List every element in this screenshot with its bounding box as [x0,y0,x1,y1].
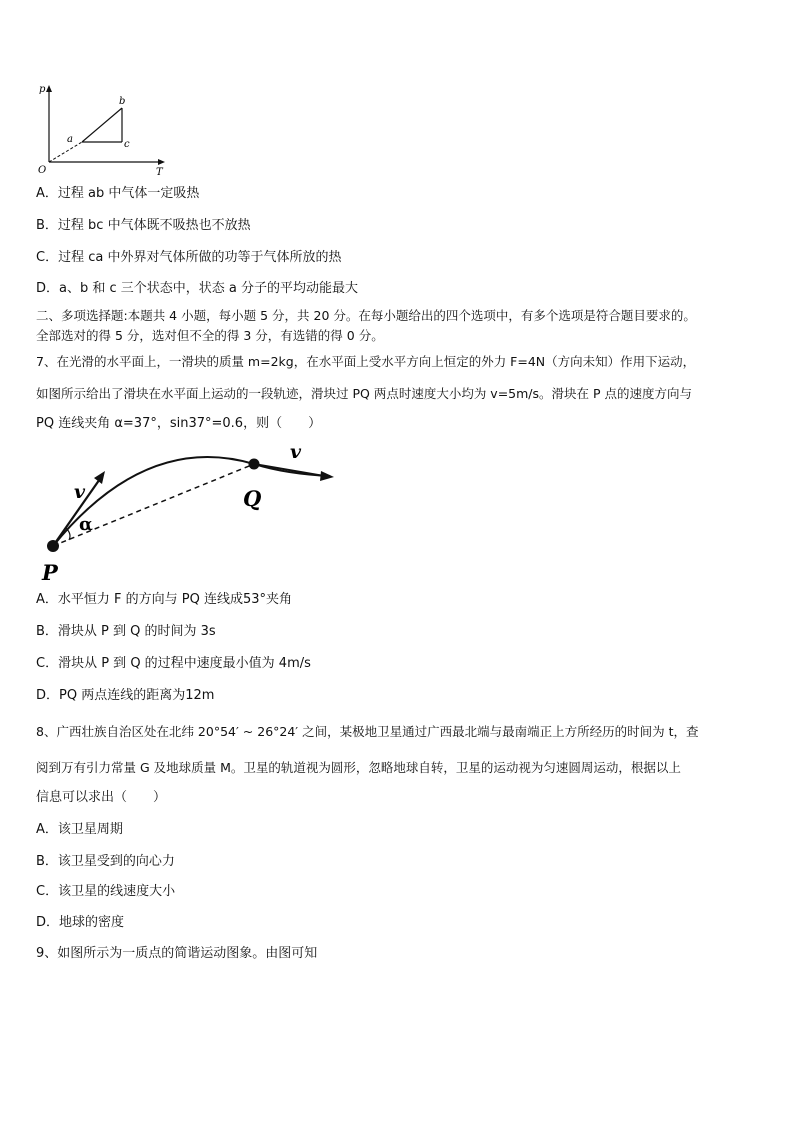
label-P: P [42,560,58,585]
q8-option-d: D．地球的密度 [36,915,125,930]
label-Q: Q [243,486,262,511]
q6-option-d: D．a、b 和 c 三个状态中，状态 a 分子的平均动能最大 [36,281,359,296]
q7-stem-line1: 7、在光滑的水平面上，一滑块的质量 m=2kg，在水平面上受水平方向上恒定的外力 F=4N（方向未知）作用下运动， [36,354,696,369]
label-v-q: v [290,441,302,463]
label-alpha: α [79,514,93,535]
trajectory-figure [36,440,346,586]
q7-stem-line3: PQ 连线夹角 α=37°，sin37°=0.6，则（ ） [36,416,322,431]
p-axis-arrow [46,85,52,92]
velocity-arrowhead-q [320,471,334,481]
label-T: T [156,167,163,176]
q9-stem-line1: 9、如图所示为一质点的简谐运动图象。由图可知 [36,946,318,961]
q8-stem-line1: 8、广西壮族自治区处在北纬 20°54′ ~ 26°24′ 之间，某极地卫星通过广西最北端与最南端正上方所经历的时间为 t，查 [36,724,699,739]
label-origin: O [38,165,47,176]
q6-option-c: C．过程 ca 中外界对气体所做的功等于气体所放的热 [36,250,342,265]
q6-option-a: A．过程 ab 中气体一定吸热 [36,186,200,201]
t-axis-arrow [158,159,165,165]
label-p: p [39,84,46,95]
q7-option-a: A．水平恒力 F 的方向与 PQ 连线成53°夹角 [36,592,293,607]
q7-option-d: D．PQ 两点连线的距离为12m [36,688,215,703]
section2-line1: 二、多项选择题:本题共 4 小题，每小题 5 分，共 20 分。在每小题给出的四个选项中，有多个选项是符合题目要求的。 [36,308,696,323]
q8-stem-line3: 信息可以求出（ ） [36,790,167,805]
section2-line2: 全部选对的得 5 分，选对但不全的得 3 分，有选错的得 0 分。 [36,328,384,343]
point-p [47,540,59,552]
q8-stem-line2: 阅到万有引力常量 G 及地球质量 M。卫星的轨道视为圆形，忽略地球自转，卫星的运动视为匀速圆周运动，根据以上 [36,760,681,775]
velocity-arrowhead-p [94,471,105,484]
q7-option-c: C．滑块从 P 到 Q 的过程中速度最小值为 4m/s [36,656,311,671]
origin-dashed-line [49,142,82,162]
label-b: b [119,96,126,107]
label-a: a [67,134,73,145]
pt-graph-figure [36,84,171,176]
q8-option-c: C．该卫星的线速度大小 [36,884,176,899]
velocity-arrow-q [254,464,324,476]
q6-option-b: B．过程 bc 中气体既不吸热也不放热 [36,218,251,233]
label-v-p: v [74,481,86,503]
q8-option-b: B．该卫星受到的向心力 [36,854,175,869]
label-c: c [124,139,130,150]
q8-option-a: A．该卫星周期 [36,822,123,837]
segment-ab [82,108,122,142]
q7-stem-line2: 如图所示给出了滑块在水平面上运动的一段轨迹，滑块过 PQ 两点时速度大小均为 v=5m/s。滑块在 P 点的速度方向与 [36,386,693,401]
point-q [249,459,260,470]
q7-option-b: B．滑块从 P 到 Q 的时间为 3s [36,624,216,639]
